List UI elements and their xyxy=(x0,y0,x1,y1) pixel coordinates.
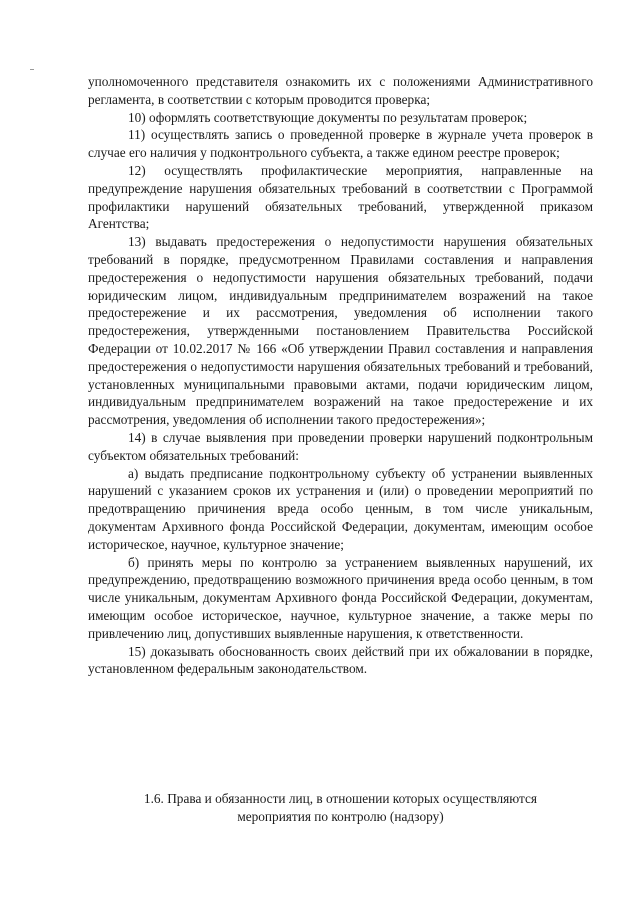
paragraph-item-14b: б) принять меры по контролю за устранением выявленных нарушений, их предупреждению, предотвращению возможного причинения вреда особо ценным, в том числе уникальным, документам Архивного фонда Российской Федерации, документам, имеющим особое историческое, научное, культурное значение, а также меры по привлечению лиц, допустивших выявленные нарушения, к ответственности. xyxy=(88,554,593,641)
paragraph-item-11: 11) осуществлять запись о проведенной проверке в журнале учета проверок в случае его наличия у подконтрольного субъекта, а также едином реестре проверок; xyxy=(88,127,593,161)
paragraph-item-15: 15) доказывать обоснованность своих действий при их обжаловании в порядке, установленном федеральным законодательством. xyxy=(88,643,593,677)
scan-margin-mark xyxy=(30,69,34,70)
paragraph-item-10: 10) оформлять соответствующие документы по результатам проверок; xyxy=(128,109,528,125)
section-heading-line-1: 1.6. Права и обязанности лиц, в отношении которых осуществляются xyxy=(143,791,538,806)
section-heading-line-2: мероприятия по контролю (надзору) xyxy=(237,809,444,824)
paragraph-continuation: уполномоченного представителя ознакомить их с положениями Административного регламента, в соответствии с которым проводится проверка; xyxy=(88,74,593,107)
paragraph-item-14: 14) в случае выявления при проведении проверки нарушений подконтрольным субъектом обязательных требований: xyxy=(88,429,593,463)
section-heading xyxy=(88,790,593,826)
document-body xyxy=(88,73,593,678)
paragraph-item-13: 13) выдавать предостережения о недопустимости нарушения обязательных требований в порядке, предусмотренном Правилами составления и направления предостережения о недопустимости нарушения обязательных требований, подачи юридическим лицом, индивидуальным предпринимателем возражений на такое предостережение и их рассмотрения, уведомления об исполнении такого предостережения, утвержденными постановлением Правительства Российской Федерации от 10.02.2017 № 166 «Об утверждении Правил составления и направления предостережения о недопустимости нарушения обязательных требований и требований, установленных муниципальными правовыми актами, подачи юридическим лицом, индивидуальным предпринимателем возражений на такое предостережение и их рассмотрения, уведомления об исполнении такого предостережения»; xyxy=(88,234,593,428)
paragraph-item-14a: а) выдать предписание подконтрольному субъекту об устранении выявленных нарушений с указанием сроков их устранения и (или) о проведении мероприятий по предотвращению причинения вреда особо ценным, в том числе уникальным, документам Архивного фонда Российской Федерации, документам, имеющим особое историческое, научное, культурное значение; xyxy=(88,465,593,552)
paragraph-item-12: 12) осуществлять профилактические мероприятия, направленные на предупреждение нарушения обязательных требований в соответствии с Программой профилактики нарушений обязательных требований, утвержденной приказом Агентства; xyxy=(88,162,593,232)
